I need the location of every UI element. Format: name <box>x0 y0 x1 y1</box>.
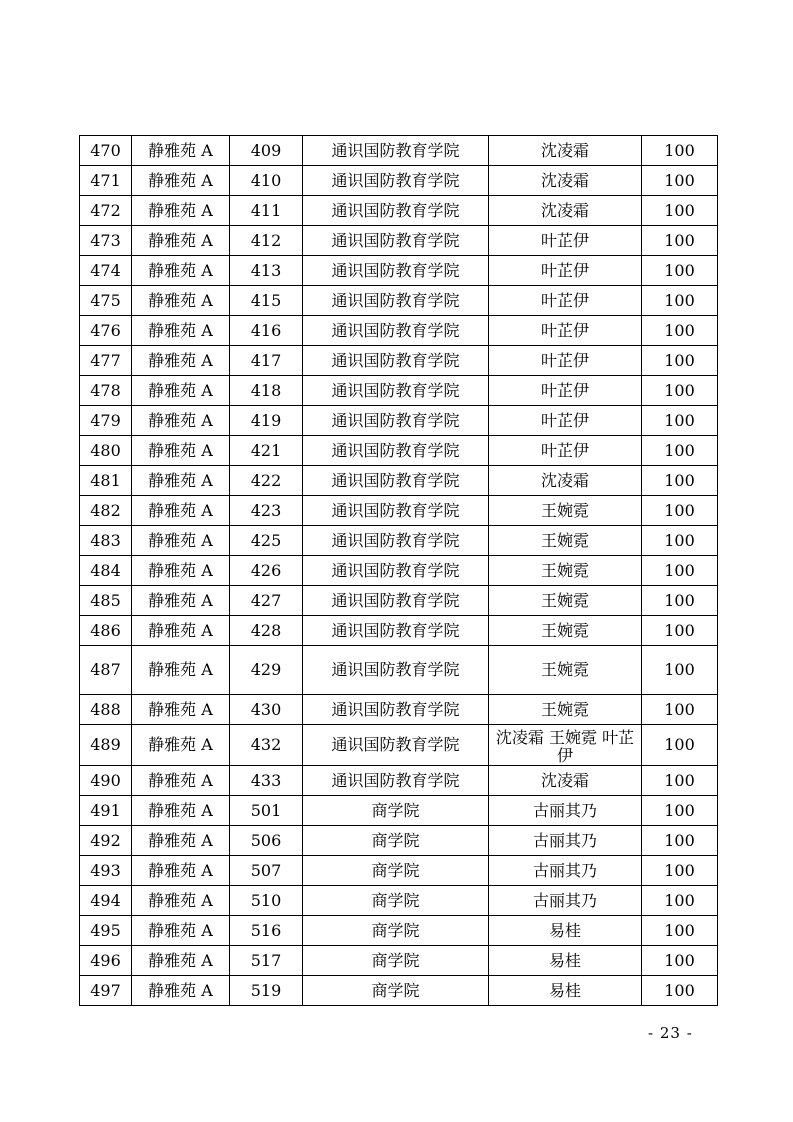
table-row <box>80 226 718 256</box>
college-cell: 通识国防教育学院 <box>303 256 489 286</box>
score-cell: 100 <box>642 196 718 226</box>
room-number-cell: 516 <box>230 916 303 946</box>
score-cell: 100 <box>642 976 718 1006</box>
college-cell: 通识国防教育学院 <box>303 436 489 466</box>
row-number-cell: 481 <box>80 466 132 496</box>
table-row <box>80 376 718 406</box>
table-row <box>80 136 718 166</box>
building-cell: 静雅苑 A <box>132 616 230 646</box>
college-cell: 通识国防教育学院 <box>303 646 489 695</box>
college-cell: 通识国防教育学院 <box>303 725 489 766</box>
row-number-cell: 486 <box>80 616 132 646</box>
table-body <box>80 136 718 1006</box>
row-number-cell: 471 <box>80 166 132 196</box>
college-cell: 通识国防教育学院 <box>303 695 489 725</box>
room-number-cell: 433 <box>230 766 303 796</box>
score-cell: 100 <box>642 466 718 496</box>
room-number-cell: 417 <box>230 346 303 376</box>
building-cell: 静雅苑 A <box>132 695 230 725</box>
building-cell: 静雅苑 A <box>132 286 230 316</box>
building-cell: 静雅苑 A <box>132 376 230 406</box>
score-cell: 100 <box>642 725 718 766</box>
college-cell: 通识国防教育学院 <box>303 286 489 316</box>
score-cell: 100 <box>642 316 718 346</box>
score-cell: 100 <box>642 695 718 725</box>
room-number-cell: 409 <box>230 136 303 166</box>
manager-cell: 叶芷伊 <box>489 226 642 256</box>
score-cell: 100 <box>642 616 718 646</box>
table-row <box>80 526 718 556</box>
manager-cell: 叶芷伊 <box>489 376 642 406</box>
table-row <box>80 616 718 646</box>
table-row <box>80 346 718 376</box>
score-cell: 100 <box>642 946 718 976</box>
college-cell: 通识国防教育学院 <box>303 166 489 196</box>
room-number-cell: 510 <box>230 886 303 916</box>
row-number-cell: 490 <box>80 766 132 796</box>
room-number-cell: 427 <box>230 586 303 616</box>
building-cell: 静雅苑 A <box>132 556 230 586</box>
building-cell: 静雅苑 A <box>132 256 230 286</box>
college-cell: 商学院 <box>303 886 489 916</box>
building-cell: 静雅苑 A <box>132 796 230 826</box>
building-cell: 静雅苑 A <box>132 526 230 556</box>
college-cell: 通识国防教育学院 <box>303 226 489 256</box>
manager-cell: 古丽其乃 <box>489 856 642 886</box>
row-number-cell: 485 <box>80 586 132 616</box>
building-cell: 静雅苑 A <box>132 826 230 856</box>
row-number-cell: 489 <box>80 725 132 766</box>
row-number-cell: 478 <box>80 376 132 406</box>
room-number-cell: 428 <box>230 616 303 646</box>
row-number-cell: 476 <box>80 316 132 346</box>
college-cell: 通识国防教育学院 <box>303 766 489 796</box>
college-cell: 通识国防教育学院 <box>303 466 489 496</box>
building-cell: 静雅苑 A <box>132 976 230 1006</box>
room-number-cell: 421 <box>230 436 303 466</box>
table-row <box>80 496 718 526</box>
score-cell: 100 <box>642 796 718 826</box>
college-cell: 商学院 <box>303 826 489 856</box>
row-number-cell: 493 <box>80 856 132 886</box>
building-cell: 静雅苑 A <box>132 226 230 256</box>
table-row <box>80 725 718 766</box>
table-row <box>80 826 718 856</box>
table-row <box>80 436 718 466</box>
manager-cell: 王婉霓 <box>489 526 642 556</box>
score-cell: 100 <box>642 496 718 526</box>
score-cell: 100 <box>642 916 718 946</box>
building-cell: 静雅苑 A <box>132 166 230 196</box>
table-row <box>80 916 718 946</box>
building-cell: 静雅苑 A <box>132 586 230 616</box>
manager-cell: 易桂 <box>489 976 642 1006</box>
table-row <box>80 196 718 226</box>
score-cell: 100 <box>642 856 718 886</box>
building-cell: 静雅苑 A <box>132 646 230 695</box>
score-cell: 100 <box>642 346 718 376</box>
manager-cell: 沈凌霜 <box>489 136 642 166</box>
row-number-cell: 480 <box>80 436 132 466</box>
college-cell: 通识国防教育学院 <box>303 316 489 346</box>
building-cell: 静雅苑 A <box>132 196 230 226</box>
row-number-cell: 492 <box>80 826 132 856</box>
manager-cell: 王婉霓 <box>489 496 642 526</box>
row-number-cell: 473 <box>80 226 132 256</box>
college-cell: 商学院 <box>303 946 489 976</box>
table-row <box>80 976 718 1006</box>
manager-cell: 沈凌霜 王婉霓 叶芷伊 <box>489 725 642 766</box>
room-number-cell: 423 <box>230 496 303 526</box>
table-row <box>80 856 718 886</box>
table-row <box>80 406 718 436</box>
manager-cell: 古丽其乃 <box>489 886 642 916</box>
table-row <box>80 556 718 586</box>
score-cell: 100 <box>642 286 718 316</box>
room-number-cell: 426 <box>230 556 303 586</box>
row-number-cell: 483 <box>80 526 132 556</box>
room-number-cell: 419 <box>230 406 303 436</box>
room-number-cell: 507 <box>230 856 303 886</box>
room-number-cell: 418 <box>230 376 303 406</box>
room-number-cell: 432 <box>230 725 303 766</box>
row-number-cell: 491 <box>80 796 132 826</box>
building-cell: 静雅苑 A <box>132 725 230 766</box>
row-number-cell: 484 <box>80 556 132 586</box>
building-cell: 静雅苑 A <box>132 856 230 886</box>
row-number-cell: 496 <box>80 946 132 976</box>
score-cell: 100 <box>642 436 718 466</box>
college-cell: 商学院 <box>303 976 489 1006</box>
score-cell: 100 <box>642 646 718 695</box>
table-row <box>80 466 718 496</box>
college-cell: 通识国防教育学院 <box>303 376 489 406</box>
manager-cell: 叶芷伊 <box>489 406 642 436</box>
manager-cell: 王婉霓 <box>489 616 642 646</box>
college-cell: 通识国防教育学院 <box>303 346 489 376</box>
score-cell: 100 <box>642 556 718 586</box>
room-number-cell: 413 <box>230 256 303 286</box>
college-cell: 通识国防教育学院 <box>303 526 489 556</box>
college-cell: 通识国防教育学院 <box>303 496 489 526</box>
room-number-cell: 422 <box>230 466 303 496</box>
row-number-cell: 475 <box>80 286 132 316</box>
score-cell: 100 <box>642 256 718 286</box>
table-row <box>80 286 718 316</box>
manager-cell: 易桂 <box>489 916 642 946</box>
table-row <box>80 766 718 796</box>
room-number-cell: 517 <box>230 946 303 976</box>
score-cell: 100 <box>642 376 718 406</box>
score-cell: 100 <box>642 406 718 436</box>
building-cell: 静雅苑 A <box>132 406 230 436</box>
score-cell: 100 <box>642 886 718 916</box>
row-number-cell: 482 <box>80 496 132 526</box>
manager-cell: 沈凌霜 <box>489 766 642 796</box>
room-number-cell: 501 <box>230 796 303 826</box>
manager-cell: 叶芷伊 <box>489 256 642 286</box>
row-number-cell: 472 <box>80 196 132 226</box>
room-number-cell: 429 <box>230 646 303 695</box>
building-cell: 静雅苑 A <box>132 916 230 946</box>
college-cell: 通识国防教育学院 <box>303 586 489 616</box>
table-row <box>80 946 718 976</box>
manager-cell: 叶芷伊 <box>489 316 642 346</box>
room-number-cell: 430 <box>230 695 303 725</box>
building-cell: 静雅苑 A <box>132 466 230 496</box>
manager-cell: 王婉霓 <box>489 646 642 695</box>
dormitory-score-table <box>79 135 718 1006</box>
row-number-cell: 488 <box>80 695 132 725</box>
college-cell: 通识国防教育学院 <box>303 556 489 586</box>
score-cell: 100 <box>642 586 718 616</box>
row-number-cell: 495 <box>80 916 132 946</box>
row-number-cell: 494 <box>80 886 132 916</box>
room-number-cell: 410 <box>230 166 303 196</box>
dormitory-score-table-container <box>79 135 718 1006</box>
table-row <box>80 166 718 196</box>
row-number-cell: 474 <box>80 256 132 286</box>
college-cell: 通识国防教育学院 <box>303 616 489 646</box>
room-number-cell: 519 <box>230 976 303 1006</box>
building-cell: 静雅苑 A <box>132 346 230 376</box>
building-cell: 静雅苑 A <box>132 496 230 526</box>
room-number-cell: 416 <box>230 316 303 346</box>
manager-cell: 古丽其乃 <box>489 826 642 856</box>
manager-cell: 沈凌霜 <box>489 466 642 496</box>
table-row <box>80 796 718 826</box>
building-cell: 静雅苑 A <box>132 886 230 916</box>
college-cell: 通识国防教育学院 <box>303 406 489 436</box>
row-number-cell: 497 <box>80 976 132 1006</box>
manager-cell: 古丽其乃 <box>489 796 642 826</box>
score-cell: 100 <box>642 826 718 856</box>
table-row <box>80 886 718 916</box>
room-number-cell: 411 <box>230 196 303 226</box>
manager-cell: 沈凌霜 <box>489 196 642 226</box>
college-cell: 通识国防教育学院 <box>303 136 489 166</box>
page-number: - 23 - <box>648 1024 693 1042</box>
room-number-cell: 506 <box>230 826 303 856</box>
building-cell: 静雅苑 A <box>132 136 230 166</box>
college-cell: 商学院 <box>303 916 489 946</box>
table-row <box>80 256 718 286</box>
college-cell: 商学院 <box>303 856 489 886</box>
score-cell: 100 <box>642 226 718 256</box>
row-number-cell: 479 <box>80 406 132 436</box>
manager-cell: 沈凌霜 <box>489 166 642 196</box>
building-cell: 静雅苑 A <box>132 766 230 796</box>
room-number-cell: 425 <box>230 526 303 556</box>
manager-cell: 叶芷伊 <box>489 346 642 376</box>
row-number-cell: 487 <box>80 646 132 695</box>
building-cell: 静雅苑 A <box>132 436 230 466</box>
table-row <box>80 646 718 695</box>
manager-cell: 叶芷伊 <box>489 286 642 316</box>
manager-cell: 王婉霓 <box>489 586 642 616</box>
college-cell: 通识国防教育学院 <box>303 196 489 226</box>
room-number-cell: 412 <box>230 226 303 256</box>
score-cell: 100 <box>642 166 718 196</box>
score-cell: 100 <box>642 766 718 796</box>
building-cell: 静雅苑 A <box>132 946 230 976</box>
building-cell: 静雅苑 A <box>132 316 230 346</box>
manager-cell: 叶芷伊 <box>489 436 642 466</box>
table-row <box>80 316 718 346</box>
manager-cell: 王婉霓 <box>489 695 642 725</box>
manager-cell: 易桂 <box>489 946 642 976</box>
row-number-cell: 470 <box>80 136 132 166</box>
college-cell: 商学院 <box>303 796 489 826</box>
row-number-cell: 477 <box>80 346 132 376</box>
score-cell: 100 <box>642 526 718 556</box>
score-cell: 100 <box>642 136 718 166</box>
room-number-cell: 415 <box>230 286 303 316</box>
table-row <box>80 695 718 725</box>
table-row <box>80 586 718 616</box>
manager-cell: 王婉霓 <box>489 556 642 586</box>
